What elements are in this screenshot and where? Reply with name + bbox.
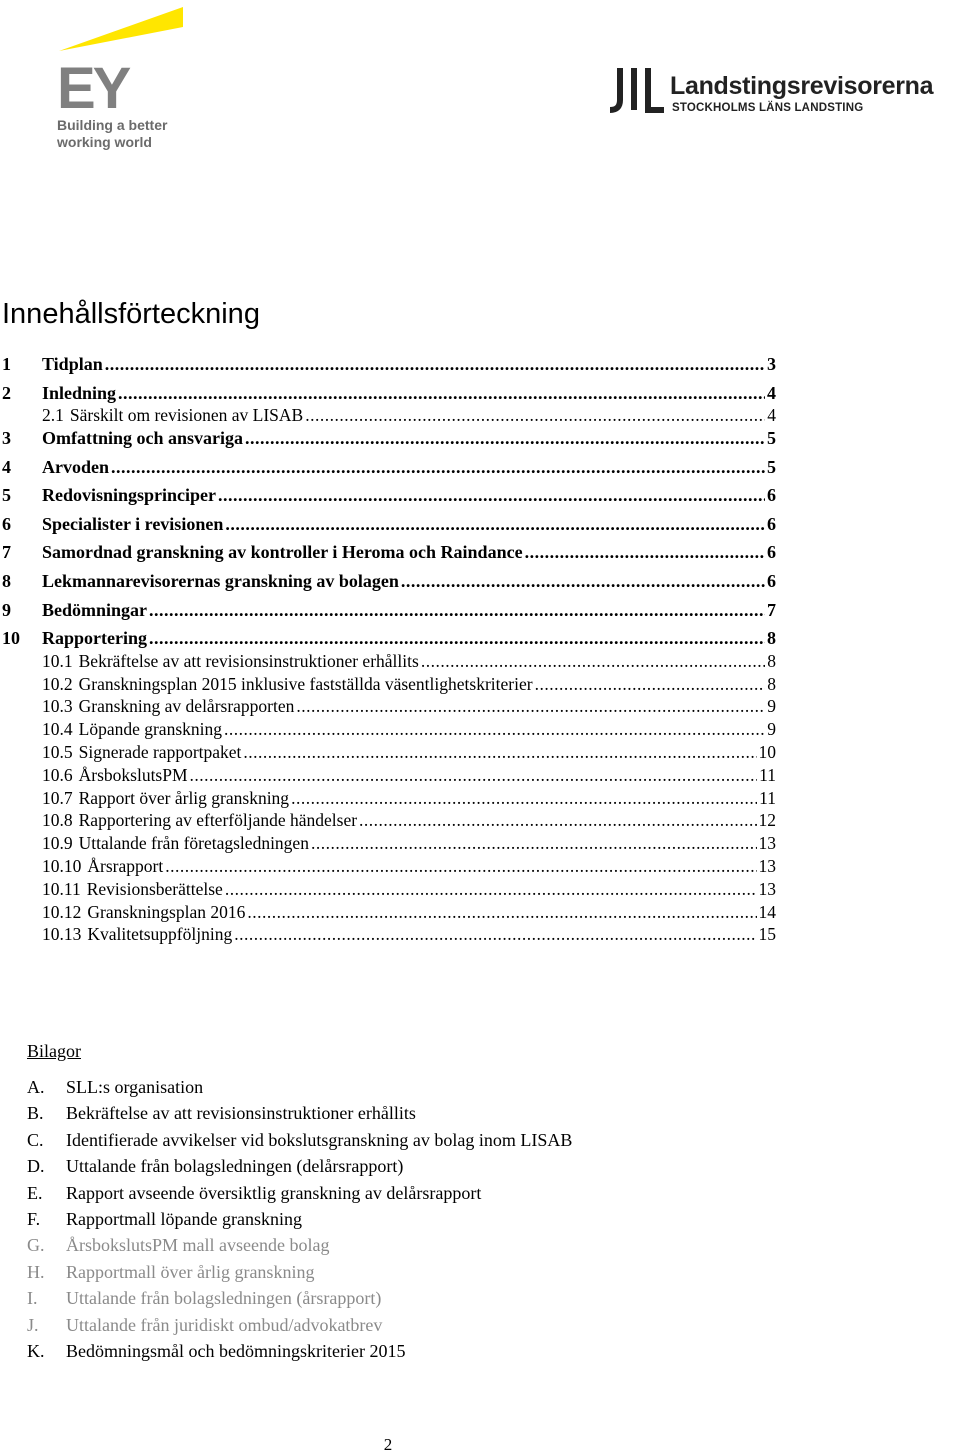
bilaga-text: Rapportmall löpande granskning xyxy=(66,1208,302,1229)
toc-entry-number: 10.13 xyxy=(42,924,82,945)
table-of-contents xyxy=(0,354,776,947)
toc-dot-leader xyxy=(291,788,757,809)
toc-dot-leader xyxy=(305,405,765,426)
ey-logo-mark xyxy=(55,5,190,117)
toc-dot-leader xyxy=(149,628,765,649)
toc-entry-title: Tidplan xyxy=(42,354,103,374)
toc-entry-page: 14 xyxy=(758,901,776,922)
toc-entry-page: 12 xyxy=(758,810,776,831)
bilaga-letter: K. xyxy=(27,1340,45,1361)
bilaga-text: Rapport avseende översiktlig granskning av delårsrapport xyxy=(66,1182,482,1203)
toc-dot-leader xyxy=(218,485,765,506)
toc-dot-leader xyxy=(296,696,765,717)
toc-entry-page: 13 xyxy=(758,833,776,854)
toc-dot-leader xyxy=(245,428,765,449)
toc-entry-number: 10.9 xyxy=(42,833,73,854)
ey-tagline: Building a better working world xyxy=(57,117,168,150)
toc-entry[interactable] xyxy=(0,514,776,543)
toc-entry-page: 8 xyxy=(767,628,776,649)
toc-entry-title: Omfattning och ansvariga xyxy=(42,427,244,448)
bilaga-item xyxy=(27,1209,572,1235)
toc-entry-title: ÅrsbokslutsPM xyxy=(78,764,188,785)
toc-entry-page: 13 xyxy=(758,878,776,899)
toc-entry-page: 11 xyxy=(759,787,776,808)
toc-dot-leader xyxy=(535,674,766,695)
toc-entry[interactable] xyxy=(0,810,776,833)
page-number: 2 xyxy=(383,1435,393,1454)
toc-entry[interactable] xyxy=(0,485,776,514)
toc-entry[interactable] xyxy=(0,788,776,811)
toc-entry-page: 6 xyxy=(767,513,776,534)
toc-entry-page: 8 xyxy=(767,650,776,671)
ey-logo-text: EY xyxy=(57,56,129,117)
toc-dot-leader xyxy=(105,354,765,375)
toc-entry-title: Årsrapport xyxy=(87,855,164,876)
bilagor-heading: Bilagor xyxy=(27,1041,81,1061)
toc-dot-leader xyxy=(243,742,756,763)
toc-entry-title: Arvoden xyxy=(42,456,109,477)
bilaga-text: Bedömningsmål och bedömningskriterier 2015 xyxy=(66,1340,406,1361)
toc-entry-title: Bekräftelse av att revisionsinstruktioner erhållits xyxy=(78,650,419,671)
toc-entry[interactable] xyxy=(0,405,776,428)
bilaga-text: Uttalande från bolagsledningen (delårsrapport) xyxy=(66,1156,404,1177)
toc-entry-title: Bedömningar xyxy=(42,599,148,620)
landstingsrevisorerna-mark-icon xyxy=(606,66,666,116)
toc-entry[interactable] xyxy=(0,696,776,719)
toc-entry-number: 10.12 xyxy=(42,901,82,922)
toc-entry[interactable] xyxy=(0,542,776,571)
toc-entry-title: Revisionsberättelse xyxy=(86,878,223,899)
toc-entry-title: Granskning av delårsrapporten xyxy=(78,696,295,717)
toc-entry[interactable] xyxy=(0,354,776,383)
bilaga-text: Bekräftelse av att revisionsinstruktioner erhållits xyxy=(66,1103,416,1124)
toc-entry-number: 10.3 xyxy=(42,696,73,717)
bilaga-item xyxy=(27,1235,572,1261)
landstingsrevisorerna-logo xyxy=(606,66,960,122)
toc-entry-number: 5 xyxy=(2,485,11,506)
toc-entry[interactable] xyxy=(0,742,776,765)
toc-entry-title: Inledning xyxy=(42,382,117,403)
toc-entry-title: Signerade rapportpaket xyxy=(78,741,242,762)
toc-dot-leader xyxy=(234,924,756,945)
bilaga-letter: D. xyxy=(27,1156,45,1177)
toc-entry-page: 15 xyxy=(758,924,776,945)
toc-entry-page: 6 xyxy=(767,570,776,591)
bilaga-item xyxy=(27,1103,572,1129)
toc-dot-leader xyxy=(190,765,758,786)
toc-entry-number: 3 xyxy=(2,427,11,448)
toc-entry-title: Löpande granskning xyxy=(78,719,222,740)
toc-dot-leader xyxy=(165,856,756,877)
toc-entry[interactable] xyxy=(0,600,776,629)
toc-entry-number: 10.7 xyxy=(42,787,73,808)
toc-entry-number: 10.10 xyxy=(42,855,82,876)
toc-dot-leader xyxy=(359,810,756,831)
toc-entry-page: 5 xyxy=(767,427,776,448)
toc-entry-number: 2.1 xyxy=(42,405,64,426)
toc-entry-page: 13 xyxy=(758,855,776,876)
toc-entry[interactable] xyxy=(0,571,776,600)
toc-entry-title: Lekmannarevisorernas granskning av bolagen xyxy=(42,570,399,591)
toc-entry-number: 10.11 xyxy=(42,878,81,899)
bilaga-item xyxy=(27,1341,572,1367)
toc-entry[interactable] xyxy=(0,924,776,947)
toc-entry-number: 10.5 xyxy=(42,741,73,762)
toc-dot-leader xyxy=(118,383,765,404)
bilaga-item xyxy=(27,1262,572,1288)
bilagor-list xyxy=(27,1077,572,1367)
toc-entry-title: Rapportering av efterföljande händelser xyxy=(78,810,358,831)
bilaga-letter: E. xyxy=(27,1182,43,1203)
toc-entry-title: Specialister i revisionen xyxy=(42,513,224,534)
landstingsrevisorerna-subtitle: STOCKHOLMS LÄNS LANDSTING xyxy=(672,102,864,114)
toc-dot-leader xyxy=(311,833,757,854)
toc-entry-number: 10.8 xyxy=(42,810,73,831)
bilaga-text: Rapportmall över årlig granskning xyxy=(66,1261,315,1282)
bilaga-text: Uttalande från juridiskt ombud/advokatbrev xyxy=(66,1314,383,1335)
toc-entry-title: Redovisningsprinciper xyxy=(42,485,217,506)
toc-entry-page: 11 xyxy=(759,764,776,785)
toc-dot-leader xyxy=(225,879,757,900)
bilaga-text: SLL:s organisation xyxy=(66,1077,204,1097)
toc-entry-number: 9 xyxy=(2,599,11,620)
bilaga-letter: B. xyxy=(27,1103,44,1124)
toc-entry[interactable] xyxy=(0,879,776,902)
toc-entry[interactable] xyxy=(0,651,776,674)
toc-entry-title: Rapport över årlig granskning xyxy=(78,787,290,808)
toc-dot-leader xyxy=(525,542,765,563)
bilaga-text: Uttalande från bolagsledningen (årsrapport) xyxy=(66,1288,382,1309)
toc-entry[interactable] xyxy=(0,719,776,742)
bilaga-text: Identifierade avvikelser vid bokslutsgranskning av bolag inom LISAB xyxy=(66,1129,573,1150)
toc-entry-number: 10.4 xyxy=(42,719,73,740)
toc-entry-title: Samordnad granskning av kontroller i Heroma och Raindance xyxy=(42,542,523,563)
toc-entry-title: Särskilt om revisionen av LISAB xyxy=(69,405,304,426)
toc-entry-page: 8 xyxy=(767,673,776,694)
bilaga-letter: F. xyxy=(27,1208,41,1229)
bilaga-letter: C. xyxy=(27,1129,44,1150)
toc-dot-leader xyxy=(421,651,765,672)
toc-entry[interactable] xyxy=(0,765,776,788)
bilaga-item xyxy=(27,1077,572,1103)
toc-dot-leader xyxy=(111,457,765,478)
bilaga-item xyxy=(27,1156,572,1182)
toc-dot-leader xyxy=(149,600,765,621)
toc-entry-number: 2 xyxy=(2,382,11,403)
toc-entry-page: 10 xyxy=(758,741,776,762)
toc-dot-leader xyxy=(401,571,765,592)
toc-dot-leader xyxy=(224,719,765,740)
toc-entry-page: 7 xyxy=(767,599,776,620)
bilaga-item xyxy=(27,1130,572,1156)
toc-entry-title: Granskningsplan 2015 inklusive fastställda väsentlighetskriterier xyxy=(78,673,533,694)
toc-entry-page: 3 xyxy=(767,354,776,374)
toc-entry-number: 10 xyxy=(2,628,20,649)
bilaga-letter: H. xyxy=(27,1261,45,1282)
bilaga-letter: J. xyxy=(27,1314,39,1335)
bilaga-item xyxy=(27,1315,572,1341)
toc-entry[interactable] xyxy=(0,856,776,879)
toc-entry-number: 7 xyxy=(2,542,11,563)
toc-entry-page: 6 xyxy=(767,542,776,563)
bilaga-letter: G. xyxy=(27,1235,45,1256)
toc-entry-number: 8 xyxy=(2,570,11,591)
toc-entry-page: 5 xyxy=(767,456,776,477)
toc-entry[interactable] xyxy=(0,833,776,856)
toc-entry-page: 4 xyxy=(767,382,776,403)
toc-entry-title: Kvalitetsuppföljning xyxy=(87,924,233,945)
toc-entry-number: 4 xyxy=(2,456,11,477)
toc-entry-page: 4 xyxy=(767,405,776,426)
toc-entry-title: Rapportering xyxy=(42,628,147,649)
toc-entry-number: 1 xyxy=(2,354,11,374)
toc-entry-number: 10.2 xyxy=(42,673,73,694)
toc-dot-leader xyxy=(225,514,765,535)
toc-entry-number: 6 xyxy=(2,513,11,534)
toc-entry[interactable] xyxy=(0,902,776,925)
bilaga-letter: A. xyxy=(27,1077,45,1097)
bilaga-letter: I. xyxy=(27,1288,38,1309)
toc-entry-page: 9 xyxy=(767,696,776,717)
bilaga-item xyxy=(27,1288,572,1314)
toc-dot-leader xyxy=(247,902,756,923)
toc-entry[interactable] xyxy=(0,428,776,457)
toc-entry-number: 10.1 xyxy=(42,650,73,671)
toc-entry-page: 9 xyxy=(767,719,776,740)
toc-entry-title: Uttalande från företagsledningen xyxy=(78,833,309,854)
landstingsrevisorerna-name: Landstingsrevisorerna xyxy=(670,72,934,100)
toc-entry-number: 10.6 xyxy=(42,764,73,785)
bilaga-text: ÅrsbokslutsPM mall avseende bolag xyxy=(66,1235,330,1256)
toc-entry-title: Granskningsplan 2016 xyxy=(87,901,246,922)
toc-entry[interactable] xyxy=(0,457,776,486)
toc-entry[interactable] xyxy=(0,674,776,697)
toc-entry-page: 6 xyxy=(767,485,776,506)
bilaga-item xyxy=(27,1183,572,1209)
page-title: Innehållsförteckning xyxy=(2,298,260,330)
